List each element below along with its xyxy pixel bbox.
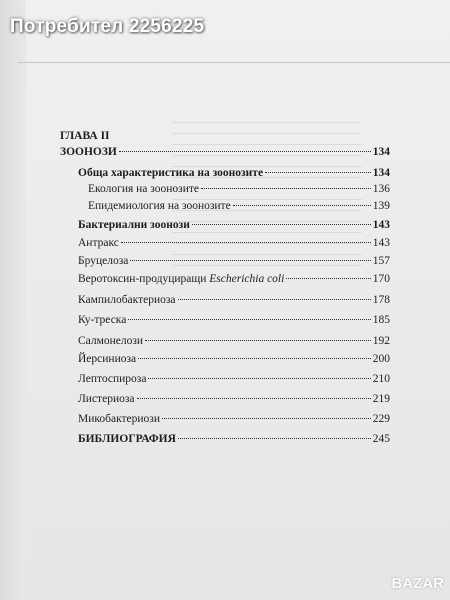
leader-dots [137,398,371,399]
toc-entry-salmonellosis: Салмонелози 192 [78,335,390,347]
toc-entry-ecology: Екология на зоонозите 136 [88,183,390,195]
toc-entry-q-fever: Ку-треска 185 [78,314,390,326]
toc-entry-ecoli: Веротоксин-продуциращи Escherichia coli 170 [78,273,390,285]
toc-entry-brucellosis: Бруцелоза 157 [78,255,390,267]
leader-dots [178,299,371,300]
toc-entry-campylobacteriosis: Кампилобактериоза 178 [78,294,390,306]
leader-dots [178,438,371,439]
toc-entry-leptospirosis: Лептоспироза 210 [78,373,390,385]
toc-entry-epidemiology: Епидемиология на зоонозите 139 [88,200,390,212]
leader-dots [148,378,370,379]
toc-entry-listeriosis: Листериоза 219 [78,393,390,405]
toc-entry-zoonoses: ЗООНОЗИ 134 [60,146,390,158]
leader-dots [162,418,371,419]
leader-dots [201,188,371,189]
toc-entry-bibliography: БИБЛИОГРАФИЯ 245 [78,433,390,445]
leader-dots [130,260,370,261]
leader-dots [192,224,371,225]
leader-dots [121,242,371,243]
toc-entry-general: Обща характеристика на зоонозите 134 [78,167,390,179]
leader-dots [145,340,371,341]
leader-dots [265,172,371,173]
leader-dots [138,358,371,359]
toc-entry-mycobacterioses: Микобактериози 229 [78,413,390,425]
leader-dots [128,319,370,320]
leader-dots [286,278,370,279]
chapter-label: ГЛАВА II [60,130,110,142]
toc-entry-bacterial: Бактериални зоонози 143 [78,219,390,231]
leader-dots [233,205,371,206]
site-logo: BAZAR [391,575,444,592]
chapter-heading [60,129,110,143]
leader-dots [119,151,371,152]
toc-entry-anthrax: Антракс 143 [78,237,390,249]
toc-entry-yersiniosis: Йерсиниоза 200 [78,353,390,365]
user-watermark: Потребител 2256225 [10,16,205,37]
